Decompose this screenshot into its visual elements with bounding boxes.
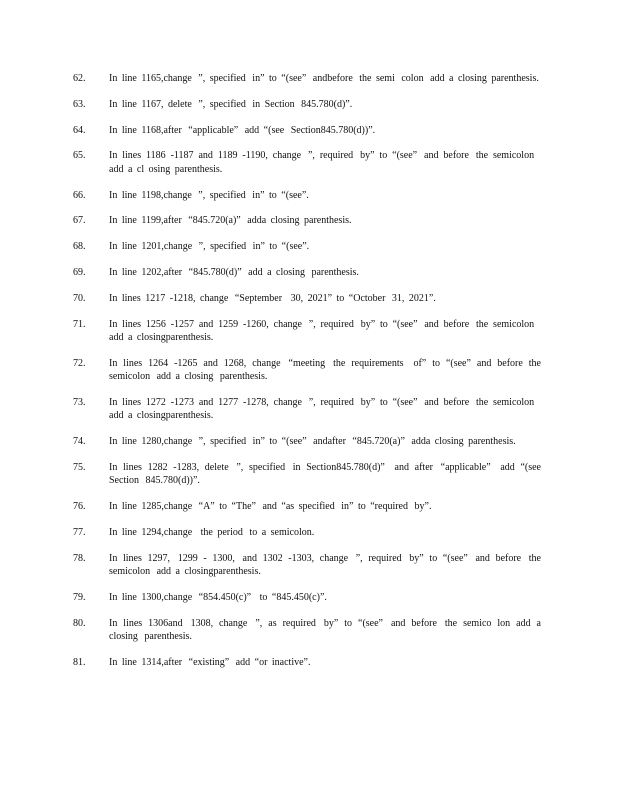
item-number: 75. — [73, 461, 86, 473]
item-text: In lines 1272 -1273 and 1277 -1278, change ”, required by” to “(see” and before the semicolon add a closingparenthesis. — [109, 396, 541, 422]
amendment-item — [0, 461, 618, 488]
amendment-item — [0, 552, 618, 579]
amendment-item — [0, 357, 618, 384]
item-number: 63. — [73, 98, 86, 110]
item-number: 65. — [73, 150, 86, 162]
item-number: 81. — [73, 656, 86, 668]
item-number: 80. — [73, 617, 86, 629]
item-number: 73. — [73, 396, 86, 408]
amendment-item — [0, 214, 618, 227]
item-number: 71. — [73, 318, 86, 330]
item-text: In lines 1256 -1257 and 1259 -1260, change ”, required by” to “(see” and before the semicolon add a closingparenthesis. — [109, 318, 541, 343]
item-text: In line 1285,change “A” to “The” and “as specified in” to “required by”. — [109, 501, 432, 513]
item-number: 64. — [73, 124, 86, 136]
item-text: In line 1201,change ”, specified in” to “(see”. — [109, 241, 310, 253]
item-number: 69. — [73, 266, 86, 278]
item-text: In lines 1217 -1218, change “September 30, 2021” to “October 31, 2021”. — [109, 292, 436, 304]
amendment-item — [0, 435, 618, 448]
item-text: In line 1168,after “applicable” add “(see Section845.780(d))”. — [109, 124, 376, 136]
amendment-item — [0, 266, 618, 279]
item-number: 76. — [73, 501, 86, 513]
item-text: In line 1202,after “845.780(d)” add a closing parenthesis. — [109, 266, 359, 278]
item-number: 62. — [73, 73, 86, 84]
amendment-item — [0, 318, 618, 345]
amendment-item — [0, 656, 618, 669]
item-text: In lines 1186 -1187 and 1189 -1190, change ”, required by” to “(see” and before the semicolon add a cl osing parenthesis. — [109, 150, 541, 175]
item-text: In line 1314,after “existing” add “or inactive”. — [109, 656, 311, 668]
amendment-item — [0, 292, 618, 305]
item-number: 66. — [73, 189, 86, 201]
item-text: In line 1167, delete ”, specified in Section 845.780(d)”. — [109, 98, 353, 110]
amendment-item — [0, 617, 618, 644]
amendment-item — [0, 149, 618, 176]
amendment-item — [0, 98, 618, 111]
amendment-item — [0, 526, 618, 539]
item-number: 77. — [73, 526, 86, 538]
item-text: In line 1165,change ”, specified in” to “(see” andbefore the semi colon add a closing parenthesis. — [109, 73, 539, 84]
item-text: In line 1280,change ”, specified in” to “(see” andafter “845.720(a)” adda closing parenthesis. — [109, 436, 516, 448]
item-number: 68. — [73, 241, 86, 253]
item-number: 72. — [73, 357, 86, 369]
item-text: In lines 1264 -1265 and 1268, change “meeting the requirements of” to “(see” and before the semicolon add a closing parenthesis. — [109, 357, 541, 383]
item-number: 74. — [73, 436, 86, 448]
item-text: In lines 1282 -1283, delete ”, specified in Section845.780(d)” and after “applicable” add “(see Section 845.780(d))”. — [109, 461, 541, 487]
amendment-item — [0, 500, 618, 513]
item-text: In line 1300,change “854.450(c)” to “845.450(c)”. — [109, 591, 327, 603]
amendment-item — [0, 396, 618, 423]
amendment-item — [0, 124, 618, 137]
item-number: 67. — [73, 215, 86, 227]
item-text: In line 1199,after “845.720(a)” adda closing parenthesis. — [109, 215, 352, 227]
amendment-list — [0, 72, 618, 682]
amendment-item — [0, 240, 618, 253]
item-number: 70. — [73, 292, 86, 304]
item-number: 79. — [73, 591, 86, 603]
amendment-item — [0, 591, 618, 604]
item-text: In lines 1306and 1308, change ”, as required by” to “(see” and before the semico lon add a closing parenthesis. — [109, 617, 541, 643]
item-number: 78. — [73, 552, 86, 564]
item-text: In lines 1297, 1299 - 1300, and 1302 -1303, change ”, required by” to “(see” and before the semicolon add a closingparenthesis. — [109, 552, 541, 578]
item-text: In line 1294,change the period to a semicolon. — [109, 526, 315, 538]
amendment-item — [0, 189, 618, 202]
item-text: In line 1198,change ”, specified in” to “(see”. — [109, 189, 309, 201]
amendment-item — [0, 72, 618, 85]
